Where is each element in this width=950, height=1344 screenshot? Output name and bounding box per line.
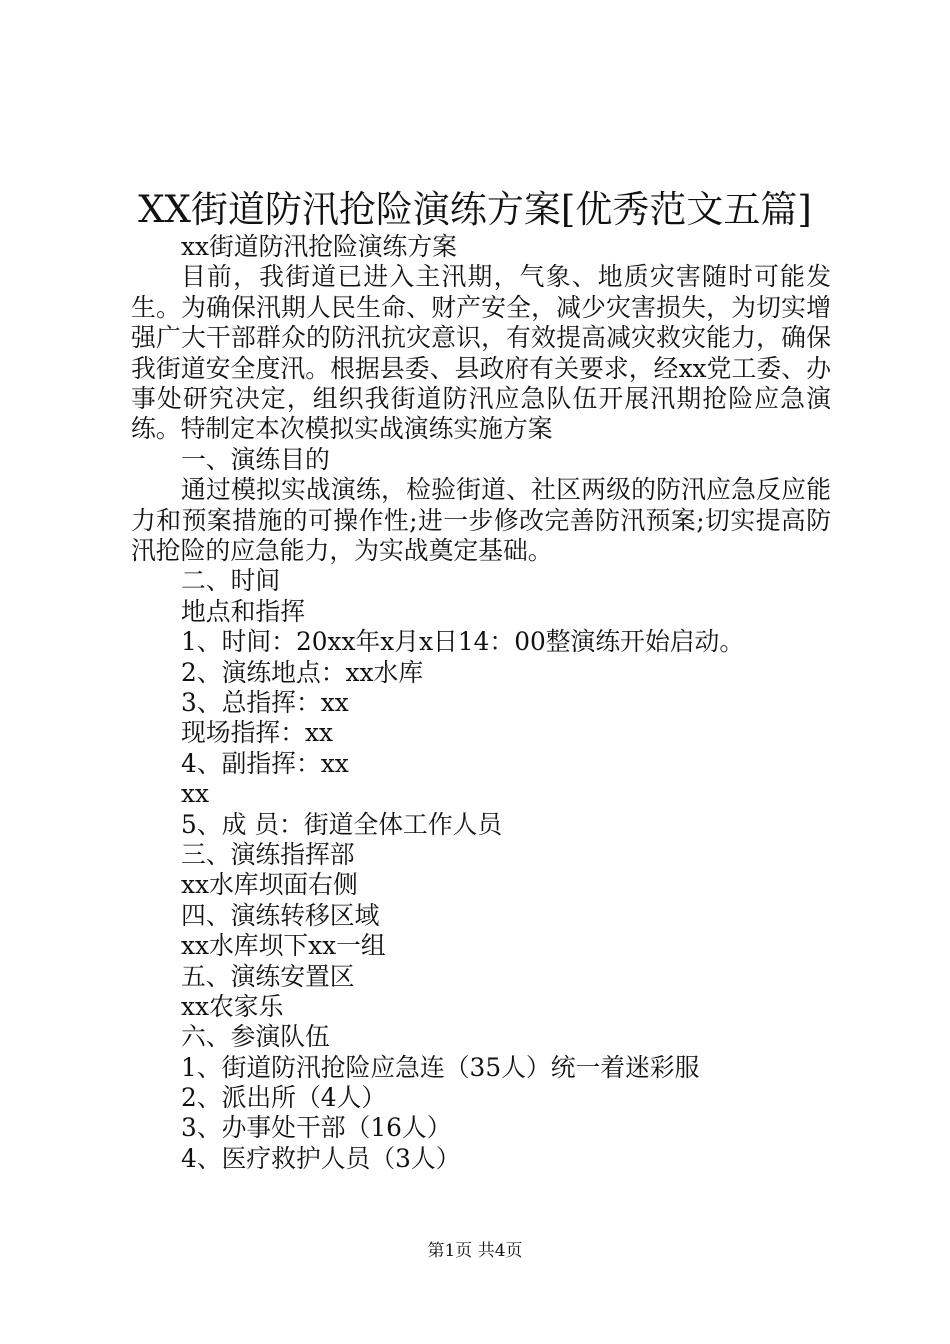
- purpose-paragraph: 通过模拟实战演练，检验街道、社区两级的防汛应急反应能力和预案措施的可操作性;进一步修改完善防汛预案;切实提高防汛抢险的应急能力，为实战奠定基础。: [131, 475, 831, 566]
- text-line: 1、街道防汛抢险应急连（35人）统一着迷彩服: [181, 1052, 700, 1082]
- document-body: [131, 232, 831, 1174]
- text-line: 现场指挥：xx: [181, 718, 333, 748]
- text-line: 3、办事处干部（16人）: [181, 1113, 452, 1143]
- text-line: 二、时间: [181, 566, 281, 596]
- section-heading-purpose: 一、演练目的: [181, 444, 330, 474]
- text-line: 5、成 员：街道全体工作人员: [181, 809, 503, 839]
- text-line: xx水库坝下xx一组: [181, 931, 386, 961]
- text-line: 地点和指挥: [181, 596, 305, 626]
- document-title: XX街道防汛抢险演练方案[优秀范文五篇]: [138, 188, 812, 231]
- text-line: xx水库坝面右侧: [181, 870, 358, 900]
- text-line: xx农家乐: [181, 991, 284, 1021]
- document-subtitle: xx街道防汛抢险演练方案: [181, 232, 457, 261]
- text-line: 4、副指挥：xx: [181, 748, 349, 778]
- text-line: 五、演练安置区: [181, 961, 355, 991]
- text-line: 四、演练转移区域: [181, 900, 380, 930]
- text-line: 2、派出所（4人）: [181, 1083, 387, 1113]
- intro-paragraph: 目前，我街道已进入主汛期，气象、地质灾害随时可能发生。为确保汛期人民生命、财产安全，减少灾害损失，为切实增强广大干部群众的防汛抗灾意识，有效提高减灾救灾能力，确保我街道安全度汛。根据县委、县政府有关要求，经xx党工委、办事处研究决定，组织我街道防汛应急队伍开展汛期抢险应急演练。特制定本次模拟实战演练实施方案: [131, 262, 831, 444]
- text-line: 4、医疗救护人员（3人）: [181, 1143, 461, 1173]
- text-line: 三、演练指挥部: [181, 839, 355, 869]
- page-footer: 第1页 共4页: [427, 1241, 523, 1261]
- text-line: 3、总指挥：xx: [181, 688, 349, 717]
- text-line: 2、演练地点：xx水库: [181, 657, 424, 687]
- text-line: 1、时间：20xx年x月x日14：00整演练开始启动。: [181, 627, 745, 657]
- text-line: xx: [181, 779, 209, 809]
- text-line: 六、参演队伍: [181, 1022, 330, 1052]
